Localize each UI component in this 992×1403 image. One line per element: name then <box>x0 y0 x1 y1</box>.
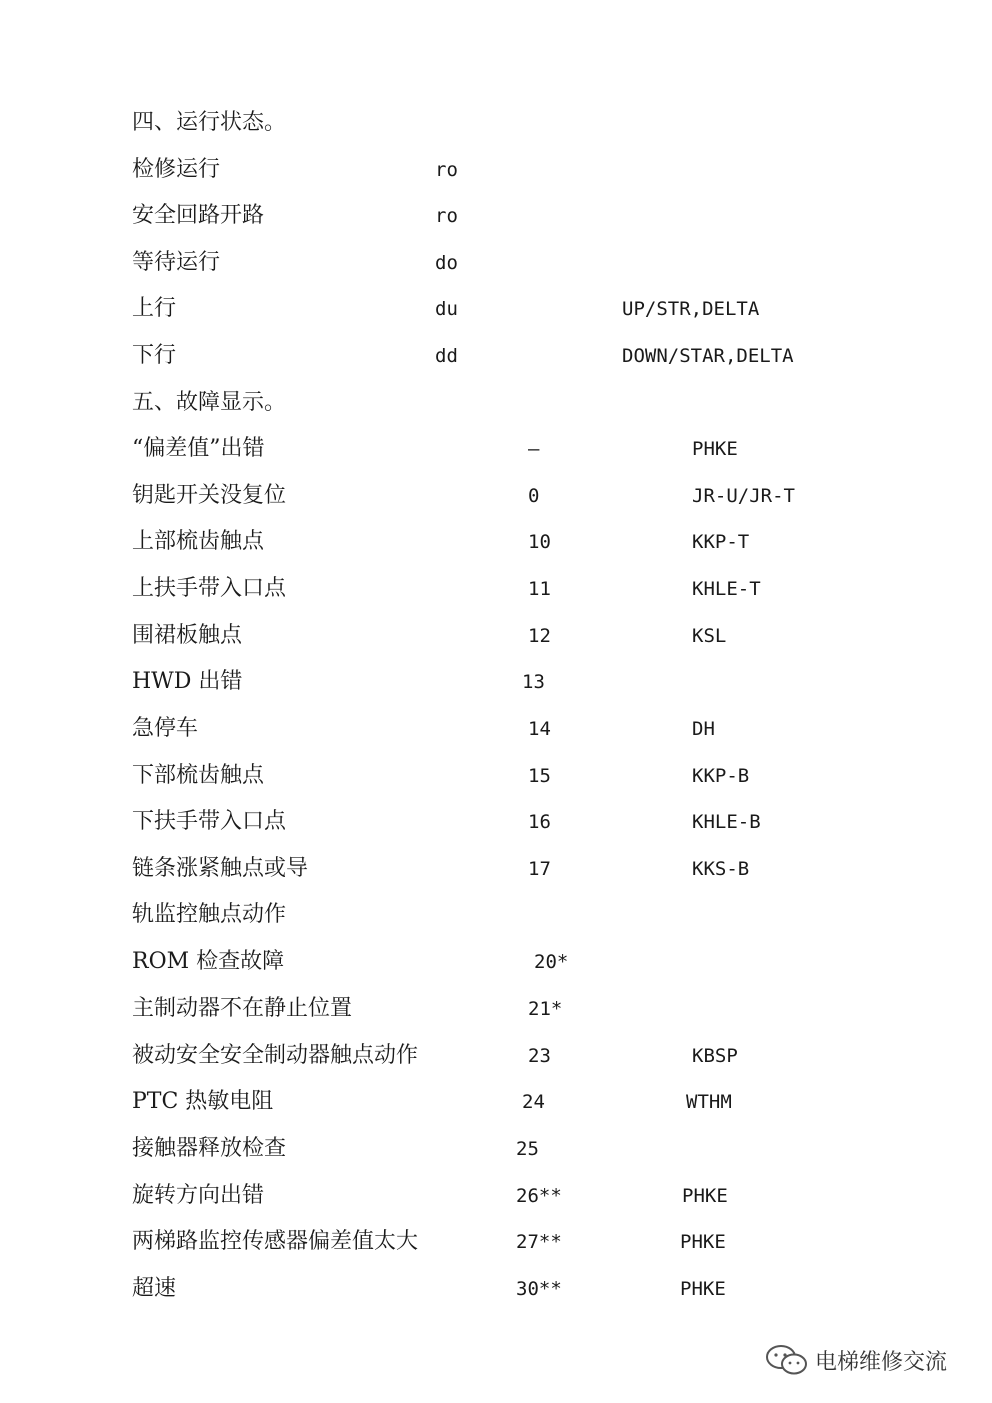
table-row <box>0 1274 992 1314</box>
table-row <box>0 1134 992 1174</box>
row-ref: PHKE <box>692 438 738 460</box>
table-row <box>0 341 992 381</box>
row-ref: KBSP <box>692 1045 738 1067</box>
row-label: HWD 出错 <box>132 669 243 694</box>
row-ref: KKP-T <box>692 531 750 553</box>
row-ref: KKP-B <box>692 765 750 787</box>
table-row <box>0 947 992 987</box>
row-label: “偏差值”出错 <box>132 436 265 461</box>
row-label: 上部梳齿触点 <box>132 529 265 554</box>
row-label: 上行 <box>132 296 177 321</box>
row-code: 14 <box>528 718 551 740</box>
row-label: 下行 <box>132 343 177 368</box>
row-label: 旋转方向出错 <box>132 1183 265 1208</box>
row-code: 16 <box>528 811 551 833</box>
row-code: du <box>435 298 458 320</box>
row-code: 20* <box>534 951 569 973</box>
row-ref: UP/STR,DELTA <box>622 298 760 320</box>
table-row <box>0 1227 992 1267</box>
row-ref: PHKE <box>682 1185 728 1207</box>
row-code: do <box>435 252 458 274</box>
row-label: PTC 热敏电阻 <box>132 1089 274 1114</box>
table-row <box>0 1087 992 1127</box>
row-ref: KHLE-B <box>692 811 761 833</box>
row-code: 30** <box>516 1278 562 1300</box>
row-label: 下部梳齿触点 <box>132 763 265 788</box>
table-row <box>0 1041 992 1081</box>
row-ref: PHKE <box>680 1231 726 1253</box>
row-code: 10 <box>528 531 551 553</box>
watermark <box>765 1340 947 1380</box>
row-ref: DH <box>692 718 715 740</box>
table-row <box>0 621 992 661</box>
row-code: — <box>528 438 540 460</box>
row-label: 围裙板触点 <box>132 623 243 648</box>
table-row <box>0 248 992 288</box>
row-label: 检修运行 <box>132 157 221 182</box>
row-ref: PHKE <box>680 1278 726 1300</box>
table-row <box>0 667 992 707</box>
row-label: 两梯路监控传感器偏差值太大 <box>132 1229 419 1254</box>
section-heading: 五、故障显示。 <box>132 390 287 415</box>
row-label: 安全回路开路 <box>132 203 265 228</box>
section-heading-operation-status <box>0 108 992 148</box>
row-code: 24 <box>522 1091 545 1113</box>
row-label: 轨监控触点动作 <box>132 902 287 927</box>
table-row <box>0 994 992 1034</box>
row-code: 17 <box>528 858 551 880</box>
row-label: ROM 检查故障 <box>132 949 285 974</box>
row-ref: JR-U/JR-T <box>692 485 795 507</box>
row-label: 接触器释放检查 <box>132 1136 287 1161</box>
table-row <box>0 1181 992 1221</box>
table-row <box>0 481 992 521</box>
table-row <box>0 807 992 847</box>
row-ref: DOWN/STAR,DELTA <box>622 345 794 367</box>
section-heading-fault-display <box>0 388 992 428</box>
row-code: 26** <box>516 1185 562 1207</box>
table-row <box>0 900 992 940</box>
row-label: 下扶手带入口点 <box>132 809 287 834</box>
wechat-icon <box>765 1343 809 1377</box>
row-code: 15 <box>528 765 551 787</box>
row-code: 0 <box>528 485 540 507</box>
table-row <box>0 761 992 801</box>
table-row <box>0 155 992 195</box>
row-ref: KKS-B <box>692 858 750 880</box>
row-code: 27** <box>516 1231 562 1253</box>
watermark-text: 电梯维修交流 <box>815 1349 948 1375</box>
row-label: 被动安全安全制动器触点动作 <box>132 1043 419 1068</box>
section-heading: 四、运行状态。 <box>132 110 287 135</box>
row-label: 超速 <box>132 1276 177 1301</box>
row-code: 21* <box>528 998 563 1020</box>
row-ref: WTHM <box>686 1091 732 1113</box>
row-ref: KSL <box>692 625 727 647</box>
table-row <box>0 527 992 567</box>
table-row <box>0 854 992 894</box>
table-row <box>0 294 992 334</box>
table-row <box>0 574 992 614</box>
table-row <box>0 201 992 241</box>
row-code: ro <box>435 205 458 227</box>
row-code: 13 <box>522 671 545 693</box>
row-code: 25 <box>516 1138 539 1160</box>
table-row <box>0 434 992 474</box>
row-code: 11 <box>528 578 551 600</box>
row-ref: KHLE-T <box>692 578 761 600</box>
row-code: 12 <box>528 625 551 647</box>
row-code: ro <box>435 159 458 181</box>
row-label: 等待运行 <box>132 250 221 275</box>
row-label: 主制动器不在静止位置 <box>132 996 353 1021</box>
row-label: 钥匙开关没复位 <box>132 483 287 508</box>
row-code: 23 <box>528 1045 551 1067</box>
row-label: 急停车 <box>132 716 199 741</box>
row-label: 上扶手带入口点 <box>132 576 287 601</box>
table-row <box>0 714 992 754</box>
row-code: dd <box>435 345 458 367</box>
row-label: 链条涨紧触点或导 <box>132 856 309 881</box>
